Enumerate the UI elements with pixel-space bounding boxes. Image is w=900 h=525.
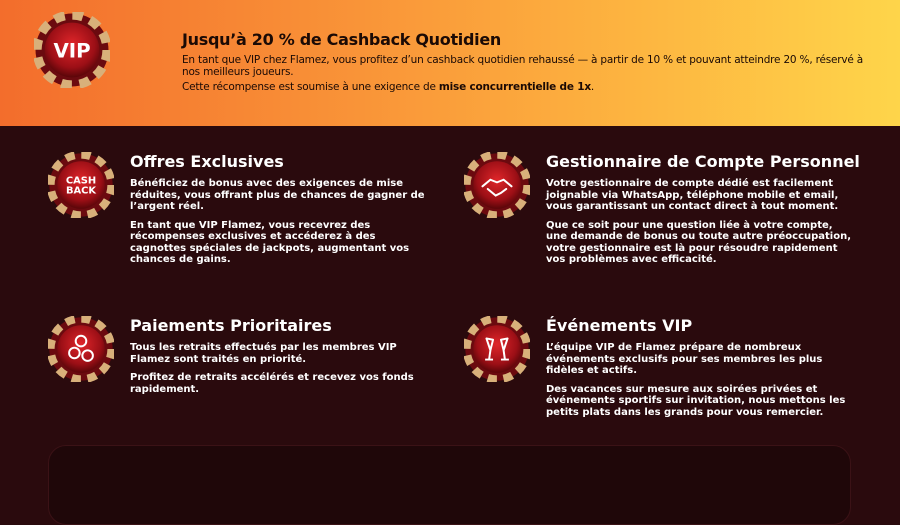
cashback-chip-icon [48, 152, 114, 218]
card-text: Que ce soit pour une question liée à votre compte, une demande de bonus ou toute autre préoccupation, votre gestionnaire est là pour résoudre rapidement vos problèmes avec efficacité. [546, 219, 852, 265]
card-text: Votre gestionnaire de compte dédié est facilement joignable via WhatsApp, téléphone mobile et email, vous garantissant un contact direct à tout moment. [546, 178, 839, 212]
svg-text:CASH: CASH [65, 175, 97, 187]
card-text: L’équipe VIP de Flamez prépare de nombreux événements exclusifs pour ses membres les plus fidèles et actifs. [546, 342, 823, 376]
hero-wager-note: Cette récompense est soumise à une exigence de mise concurrentielle de 1x. [182, 81, 595, 93]
card-title: Paiements Prioritaires [130, 316, 332, 335]
card-title: Événements VIP [546, 316, 693, 335]
hero-title: Jusqu’à 20 % de Cashback Quotidien [182, 30, 501, 49]
card-text: Bénéficiez de bonus avec des exigences de mise réduites, vous offrant plus de chances de gagner de l’argent réel. [130, 178, 425, 212]
svg-text:BACK: BACK [65, 185, 97, 197]
cashback-hero-banner [0, 0, 900, 126]
card-text: Des vacances sur mesure aux soirées privées et événements sportifs sur invitation, nous mettons les petits plats dans les grands pour vous remercier. [546, 383, 846, 418]
handshake-chip-icon [464, 152, 530, 218]
card-text: Tous les retraits effectués par les membres VIP Flamez sont traités en priorité. [130, 342, 397, 365]
card-title: Gestionnaire de Compte Personnel [546, 152, 860, 171]
coins-chip-icon [48, 316, 114, 382]
card-text: Profitez de retraits accélérés et recevez vos fonds rapidement. [130, 372, 414, 395]
svg-text:VIP: VIP [53, 39, 91, 63]
bottom-panel [48, 445, 851, 525]
wager-requirement: mise concurrentielle de 1x [438, 81, 591, 93]
card-text: En tant que VIP Flamez, vous recevrez des récompenses exclusives et accéderez à des cagnottes spéciales de jackpots, augmentant vos chances de gains. [130, 219, 410, 265]
card-title: Offres Exclusives [130, 152, 284, 171]
champagne-chip-icon [464, 316, 530, 382]
hero-description: En tant que VIP chez Flamez, vous profitez d’un cashback quotidien rehaussé — à partir de 10 % et pouvant atteindre 20 %, réservé à nos meilleurs joueurs. [182, 54, 864, 78]
vip-chip-icon [34, 12, 110, 88]
